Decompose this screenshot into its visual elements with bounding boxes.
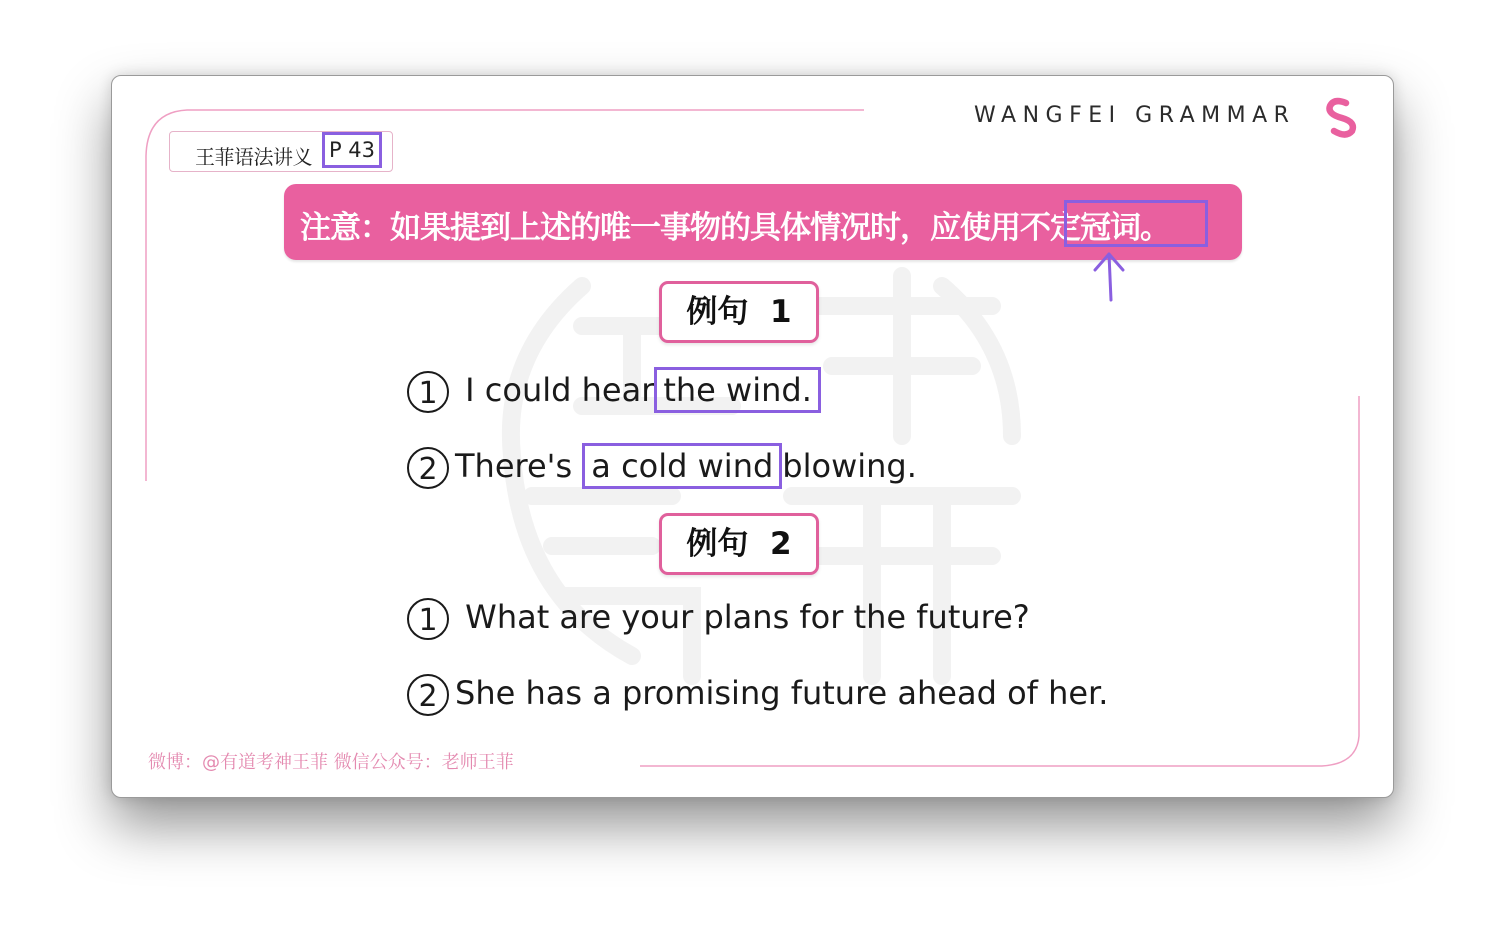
highlighted-phrase: a cold wind — [582, 443, 782, 489]
note-highlight-box — [1064, 200, 1208, 247]
sentence-text-after: blowing. — [782, 447, 917, 485]
circled-number: 1 — [407, 598, 449, 640]
sentence-text: What are your plans for the future? — [465, 598, 1030, 636]
example-1-label — [659, 281, 819, 343]
circled-number: 1 — [407, 371, 449, 413]
example-2-sentence-2 — [407, 671, 1108, 721]
example-2-label-number: 2 — [770, 526, 792, 562]
page-tag-title: 王菲语法讲义 — [195, 145, 312, 169]
highlighted-phrase: the wind. — [654, 367, 821, 413]
note-highlight-text: 不定冠词。 — [1020, 210, 1170, 246]
example-2-label — [659, 513, 819, 575]
page-number-badge: P 43 — [322, 132, 382, 168]
example-1-label-word: 例句 — [686, 294, 749, 330]
sentence-text: She has a promising future ahead of her. — [455, 674, 1109, 712]
circled-number: 2 — [407, 447, 449, 489]
note-text-main: 注意：如果提到上述的唯一事物的具体情况时，应使用 — [300, 210, 1020, 246]
brand-title: WANGFEI GRAMMAR — [974, 103, 1296, 128]
footer-social: 微博：@有道考神王菲 微信公众号：老师王菲 — [148, 752, 514, 773]
example-1-sentence-2 — [407, 443, 917, 493]
slide-window — [111, 75, 1394, 798]
circled-number: 2 — [407, 674, 449, 716]
sentence-text: There's — [455, 447, 573, 485]
example-2-sentence-1 — [407, 595, 1030, 645]
sentence-text: I could hear — [465, 371, 655, 409]
example-1-label-number: 1 — [770, 294, 792, 330]
brand-logo-icon — [1320, 96, 1364, 140]
example-1-sentence-1 — [407, 367, 821, 417]
arrow-up-icon — [1087, 246, 1137, 306]
example-2-label-word: 例句 — [686, 526, 749, 562]
note-text — [300, 202, 1170, 247]
